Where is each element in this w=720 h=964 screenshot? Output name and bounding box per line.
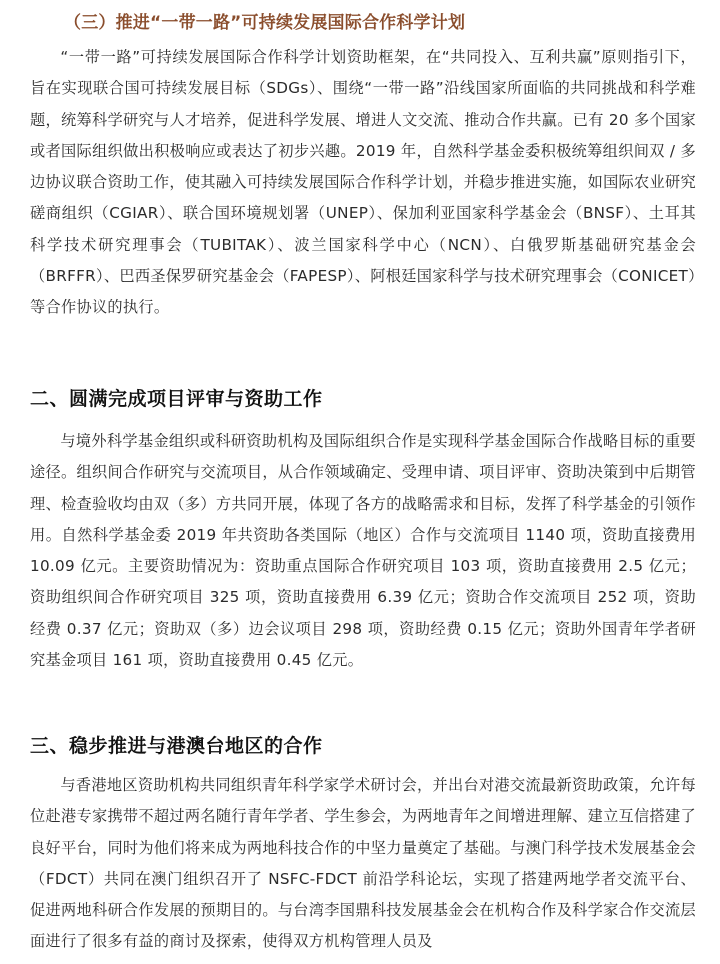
section-title-hk-macao-taiwan: 三、稳步推进与港澳台地区的合作 [30, 735, 323, 757]
paragraph-review-funding: 与境外科学基金组织或科研资助机构及国际组织合作是实现科学基金国际合作战略目标的重要途径。组织间合作研究与交流项目，从合作领域确定、受理申请、项目评审、资助决策到中后期管理、检查验收均由双（多）方共同开展，体现了各方的战略需求和目标，发挥了科学基金的引领作用。自然科学基金委 2019 年共资助各类国际（地区）合作与交流项目 1140 项，资助直接费用 10.09 亿元。主要资助情况为：资助重点国际合作研究项目 103 项，资助直接费用 2.5 亿元；资助组织间合作研究项目 325 项，资助直接费用 6.39 亿元；资助合作交流项目 252 项，资助经费 0.37 亿元；资助双（多）边会议项目 298 项，资助经费 0.15 亿元；资助外国青年学者研究基金项目 161 项，资助直接费用 0.45 亿元。 [30, 432, 696, 670]
subsection-title: （三）推进“一带一路”可持续发展国际合作科学计划 [64, 13, 466, 33]
section-title-review-funding: 二、圆满完成项目评审与资助工作 [30, 388, 323, 410]
paragraph-hk-macao-taiwan: 与香港地区资助机构共同组织青年科学家学术研讨会，并出台对港交流最新资助政策，允许每位赴港专家携带不超过两名随行青年学者、学生参会，为两地青年之间增进理解、建立互信搭建了良好平台，同时为他们将来成为两地科技合作的中坚力量奠定了基础。与澳门科学技术发展基金会（FDCT）共同在澳门组织召开了 NSFC-FDCT 前沿学科论坛，实现了搭建两地学者交流平台、促进两地科研合作发展的预期目的。与台湾李国鼎科技发展基金会在机构合作及科学家合作交流层面进行了很多有益的商讨及探索，使得双方机构管理人员及 [30, 776, 696, 951]
paragraph-belt-and-road: “一带一路”可持续发展国际合作科学计划资助框架，在“共同投入、互利共赢”原则指引下，旨在实现联合国可持续发展目标（SDGs）、围绕“一带一路”沿线国家所面临的共同挑战和科学难题，统筹科学研究与人才培养，促进科学发展、增进人文交流、推动合作共赢。已有 20 多个国家或者国际组织做出积极响应或表达了初步兴趣。2019 年，自然科学基金委积极统筹组织间双 / 多边协议联合资助工作，使其融入可持续发展国际合作科学计划，并稳步推进实施，如国际农业研究磋商组织（CGIAR）、联合国环境规划署（UNEP）、保加利亚国家科学基金会（BNSF）、土耳其科学技术研究理事会（TUBITAK）、波兰国家科学中心（NCN）、白俄罗斯基础研究基金会（BRFFR）、巴西圣保罗研究基金会（FAPESP）、阿根廷国家科学与技术研究理事会（CONICET）等合作协议的执行。 [30, 48, 696, 317]
